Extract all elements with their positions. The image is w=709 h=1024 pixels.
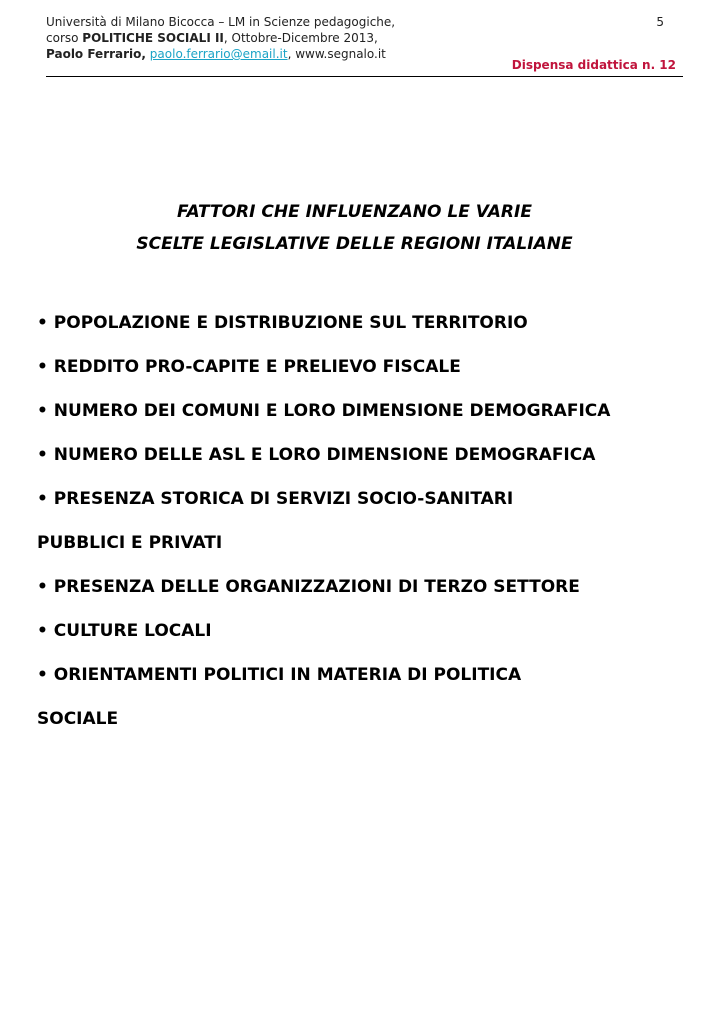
list-item: • REDDITO PRO-CAPITE E PRELIEVO FISCALE [37,357,461,377]
list-item-continuation: SOCIALE [37,709,119,729]
header-university: Università di Milano Bicocca – LM in Scienze pedagogiche, [46,15,396,29]
list-item: • POPOLAZIONE E DISTRIBUZIONE SUL TERRITORIO [37,313,528,333]
list-item: • NUMERO DELLE ASL E LORO DIMENSIONE DEMOGRAFICA [37,445,596,465]
header-course-period: , Ottobre-Dicembre 2013, [223,31,378,45]
page-number: 5 [656,15,664,29]
list-item: • ORIENTAMENTI POLITICI IN MATERIA DI POLITICA [37,665,522,685]
email-link[interactable]: paolo.ferrario@email.it [149,47,288,61]
title-line-2: SCELTE LEGISLATIVE DELLE REGIONI ITALIANE [136,234,573,254]
header-text [46,14,676,62]
list-item: • PRESENZA STORICA DI SERVIZI SOCIO-SANITARI [37,489,514,509]
document-title [0,196,709,260]
list-item: • PRESENZA DELLE ORGANIZZAZIONI DI TERZO SETTORE [37,577,580,597]
list-item: • CULTURE LOCALI [37,621,212,641]
title-line-1: FATTORI CHE INFLUENZANO LE VARIE [177,202,532,222]
author-name: Paolo Ferrario, [46,47,146,61]
dispensa-label: Dispensa didattica n. 12 [511,58,676,72]
website-text: , www.segnalo.it [287,47,386,61]
header-divider [46,76,683,77]
page-header [46,14,676,72]
list-item-continuation: PUBBLICI E PRIVATI [37,533,223,553]
header-course [46,30,676,46]
header-course-prefix: corso [46,31,83,45]
factors-list [37,312,697,752]
header-course-name: POLITICHE SOCIALI II [82,31,224,45]
list-item: • NUMERO DEI COMUNI E LORO DIMENSIONE DEMOGRAFICA [37,401,611,421]
